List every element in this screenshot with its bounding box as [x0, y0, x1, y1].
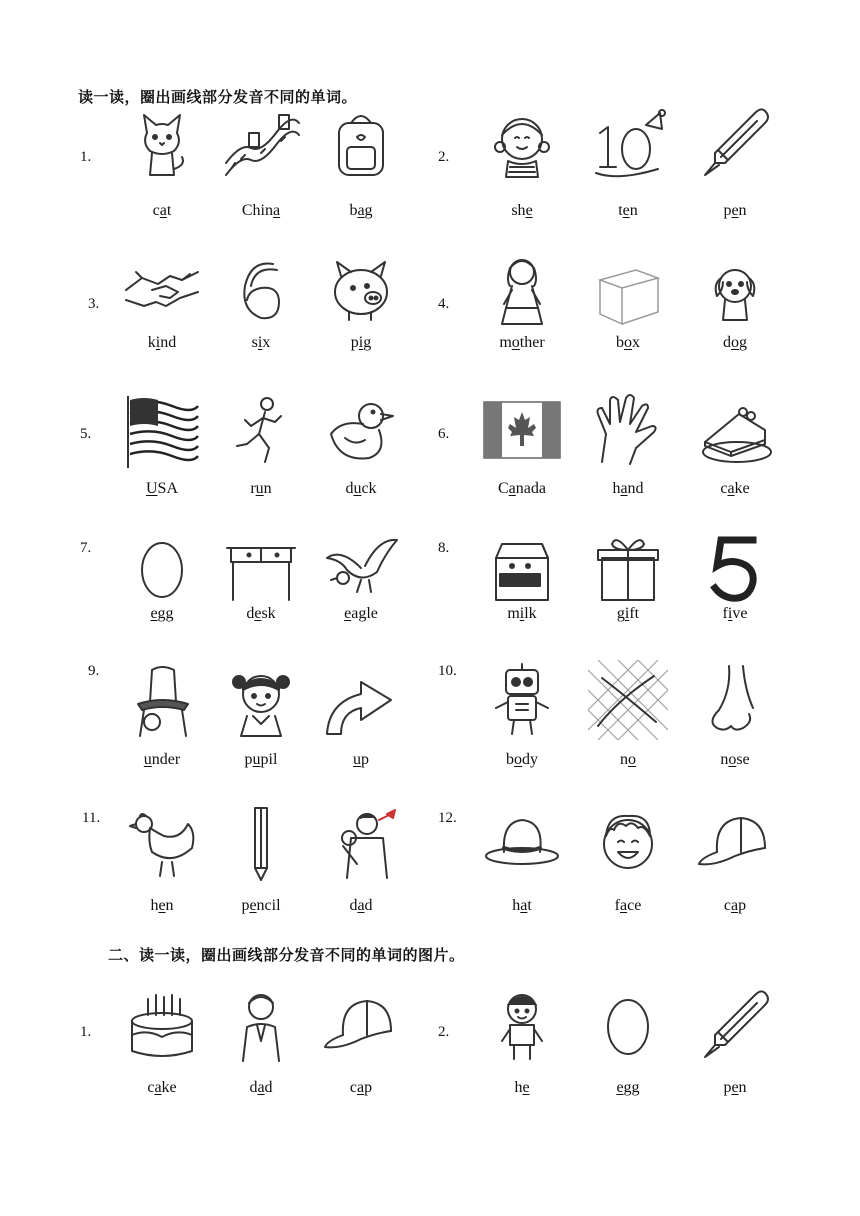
underlined-letters: o	[511, 334, 520, 351]
word-suffix: SA	[157, 480, 178, 497]
word-suffix: lk	[524, 605, 537, 622]
underlined-letters: u	[143, 751, 152, 768]
word-label[interactable]	[675, 1079, 795, 1097]
mother-icon[interactable]	[482, 250, 562, 330]
word-prefix: Chin	[241, 202, 273, 219]
crossed-arms-icon[interactable]	[588, 660, 668, 740]
boy-icon[interactable]	[482, 985, 562, 1065]
word-label[interactable]	[301, 334, 421, 352]
underlined-letters: a	[731, 897, 739, 914]
underlined-letters: e	[344, 605, 352, 622]
word-suffix: ck	[361, 480, 377, 497]
underlined-letters: e	[731, 1079, 739, 1096]
word-prefix: m	[507, 605, 520, 622]
runner-icon[interactable]	[221, 390, 301, 470]
word-suffix: nd	[160, 334, 177, 351]
word-prefix: b	[616, 334, 624, 351]
word-suffix: dy	[522, 751, 538, 768]
word-suffix: n	[738, 1079, 747, 1096]
word-label[interactable]	[568, 334, 688, 352]
word-prefix: sh	[511, 202, 526, 219]
word-prefix: c	[147, 1079, 155, 1096]
word-label[interactable]	[462, 334, 582, 352]
word-suffix: ke	[161, 1079, 177, 1096]
cap-icon[interactable]	[321, 985, 401, 1065]
word-suffix: n	[629, 202, 638, 219]
usa-flag-icon[interactable]	[122, 390, 202, 470]
word-label[interactable]	[301, 751, 421, 769]
word-prefix: h	[512, 897, 521, 914]
word-label[interactable]	[301, 605, 421, 623]
word-suffix: nd	[627, 480, 644, 497]
word-prefix: c	[723, 897, 731, 914]
word-suffix: ke	[734, 480, 750, 497]
word-suffix: ncil	[256, 897, 281, 914]
word-suffix: se	[736, 751, 750, 768]
word-suffix: n	[165, 897, 174, 914]
underlined-letters: a	[154, 1079, 162, 1096]
heading-section-2: 二、读一读，圈出画线部分发音不同的单词的图片。	[108, 946, 465, 964]
word-suffix: n	[263, 480, 272, 497]
word-prefix: p	[350, 334, 359, 351]
word-label[interactable]	[675, 480, 795, 498]
item-number: 11.	[82, 810, 101, 826]
word-prefix: d	[249, 1079, 258, 1096]
underlined-letters: a	[273, 202, 281, 219]
handshake-icon[interactable]	[122, 250, 202, 330]
item-number: 12.	[438, 810, 457, 826]
great-wall-icon[interactable]	[221, 103, 301, 183]
word-suffix: nada	[515, 480, 546, 497]
underlined-letters: a	[257, 1079, 265, 1096]
number-five-icon[interactable]	[695, 528, 775, 608]
word-suffix: x	[262, 334, 271, 351]
hand-icon[interactable]	[588, 390, 668, 470]
word-suffix: ther	[519, 334, 545, 351]
word-label[interactable]	[675, 334, 795, 352]
word-prefix: r	[250, 480, 256, 497]
word-label[interactable]	[568, 751, 688, 769]
underlined-letters: e	[150, 605, 158, 622]
underlined-letters: e	[158, 897, 166, 914]
item-number: 2.	[438, 149, 450, 165]
word-label[interactable]	[301, 897, 421, 915]
word-suffix: d	[264, 1079, 273, 1096]
man-icon[interactable]	[221, 985, 301, 1065]
face-icon[interactable]	[588, 802, 668, 882]
underlined-letters: a	[357, 897, 365, 914]
word-label[interactable]	[568, 605, 688, 623]
word-prefix: C	[498, 480, 509, 497]
cake-slice-icon[interactable]	[695, 390, 775, 470]
word-prefix: p	[244, 751, 253, 768]
word-prefix: p	[723, 202, 732, 219]
underlined-letters: o	[514, 751, 522, 768]
item-number: 1.	[80, 149, 92, 165]
underlined-letters: u	[252, 751, 261, 768]
word-suffix: t	[527, 897, 532, 914]
word-label[interactable]	[462, 1079, 582, 1097]
word-label[interactable]	[301, 480, 421, 498]
word-suffix: d	[364, 897, 373, 914]
gift-icon[interactable]	[588, 528, 668, 608]
word-suffix: sk	[261, 605, 276, 622]
word-prefix: g	[616, 605, 625, 622]
underlined-letters: o	[728, 751, 737, 768]
milk-icon[interactable]	[482, 528, 562, 608]
underlined-letters: e	[622, 202, 630, 219]
underlined-letters: e	[249, 897, 257, 914]
word-suffix: p	[738, 897, 747, 914]
pen-icon[interactable]	[695, 985, 775, 1065]
pen-icon[interactable]	[695, 103, 775, 183]
underlined-letters: a	[357, 202, 365, 219]
word-label[interactable]	[675, 202, 795, 220]
underlined-letters: a	[357, 1079, 365, 1096]
word-label[interactable]	[675, 605, 795, 623]
underlined-letters: a	[159, 202, 167, 219]
underlined-letters: i	[727, 605, 733, 622]
pupil-icon[interactable]	[221, 660, 301, 740]
word-prefix: t	[618, 202, 623, 219]
word-suffix: t	[166, 202, 172, 219]
word-prefix: h	[150, 897, 159, 914]
item-number: 8.	[438, 540, 450, 556]
girl-icon[interactable]	[482, 103, 562, 183]
eagle-icon[interactable]	[321, 528, 401, 608]
egg-icon[interactable]	[122, 528, 202, 608]
word-label[interactable]	[675, 897, 795, 915]
item-number: 10.	[438, 663, 457, 679]
box-icon[interactable]	[588, 250, 668, 330]
word-prefix: c	[152, 202, 160, 219]
word-prefix: h	[514, 1079, 523, 1096]
word-label[interactable]	[462, 605, 582, 623]
underlined-letters: o	[731, 334, 739, 351]
word-prefix: m	[499, 334, 512, 351]
nose-icon[interactable]	[695, 660, 775, 740]
word-prefix: h	[612, 480, 621, 497]
word-label[interactable]	[568, 897, 688, 915]
underlined-letters: i	[257, 334, 263, 351]
word-prefix: p	[723, 1079, 732, 1096]
underlined-letters: e	[525, 202, 533, 219]
cat-icon[interactable]	[122, 103, 202, 183]
dog-icon[interactable]	[695, 250, 775, 330]
item-number: 9.	[88, 663, 100, 679]
word-suffix: ft	[629, 605, 640, 622]
underlined-letters: a	[727, 480, 735, 497]
pig-icon[interactable]	[321, 250, 401, 330]
underlined-letters: u	[255, 480, 264, 497]
word-prefix: c	[349, 1079, 357, 1096]
word-prefix: b	[349, 202, 358, 219]
word-prefix: d	[345, 480, 354, 497]
word-label[interactable]	[675, 751, 795, 769]
underlined-letters: e	[254, 605, 262, 622]
birthday-cake-icon[interactable]	[122, 985, 202, 1065]
word-suffix: n	[738, 202, 747, 219]
word-suffix: g	[739, 334, 747, 351]
up-arrow-icon[interactable]	[321, 660, 401, 740]
word-suffix: pil	[260, 751, 278, 768]
underlined-letters: i	[358, 334, 364, 351]
underlined-letters: e	[616, 1079, 624, 1096]
underlined-letters: u	[353, 480, 362, 497]
word-label[interactable]	[301, 202, 421, 220]
underlined-letters: i	[155, 334, 161, 351]
robot-icon[interactable]	[482, 660, 562, 740]
word-prefix: d	[723, 334, 731, 351]
word-suffix: ve	[732, 605, 748, 622]
underlined-letters: e	[731, 202, 739, 219]
item-number: 7.	[80, 540, 92, 556]
item-number: 6.	[438, 426, 450, 442]
word-label[interactable]	[462, 202, 582, 220]
pencil-icon[interactable]	[221, 802, 301, 882]
word-prefix: f	[614, 897, 620, 914]
underlined-letters: i	[519, 605, 525, 622]
underlined-letters: e	[522, 1079, 530, 1096]
word-suffix: ce	[627, 897, 642, 914]
word-label[interactable]	[462, 480, 582, 498]
word-suffix: g	[364, 202, 373, 219]
under-chair-icon[interactable]	[122, 660, 202, 740]
egg-icon[interactable]	[588, 985, 668, 1065]
word-suffix: nder	[151, 751, 181, 768]
underlined-letters: o	[624, 334, 632, 351]
underlined-letters: a	[620, 480, 628, 497]
word-suffix: g	[363, 334, 372, 351]
word-prefix: n	[620, 751, 628, 768]
word-prefix: k	[147, 334, 156, 351]
word-label[interactable]	[301, 1079, 421, 1097]
word-prefix: s	[251, 334, 258, 351]
canada-flag-icon[interactable]	[482, 390, 562, 470]
cap-icon[interactable]	[695, 802, 775, 882]
hat-icon[interactable]	[482, 802, 562, 882]
word-prefix: d	[349, 897, 358, 914]
word-label[interactable]	[568, 1079, 688, 1097]
word-suffix: gg	[157, 605, 174, 622]
word-suffix: gg	[623, 1079, 640, 1096]
number-six-icon[interactable]	[221, 250, 301, 330]
desk-icon[interactable]	[221, 528, 301, 608]
item-number: 3.	[88, 296, 100, 312]
word-prefix: p	[241, 897, 250, 914]
underlined-letters: i	[624, 605, 630, 622]
word-prefix: c	[720, 480, 728, 497]
word-suffix: p	[364, 1079, 373, 1096]
underlined-letters: a	[520, 897, 528, 914]
dad-child-icon[interactable]	[321, 802, 401, 882]
item-number: 5.	[80, 426, 92, 442]
underlined-letters: a	[620, 897, 628, 914]
underlined-letters: U	[145, 480, 158, 497]
word-prefix: b	[506, 751, 514, 768]
word-prefix: n	[720, 751, 729, 768]
word-label[interactable]	[568, 480, 688, 498]
hen-icon[interactable]	[122, 802, 202, 882]
item-number: 2.	[438, 1024, 450, 1040]
word-label[interactable]	[568, 202, 688, 220]
item-number: 1.	[80, 1024, 92, 1040]
word-label[interactable]	[462, 897, 582, 915]
duck-icon[interactable]	[321, 390, 401, 470]
underlined-letters: o	[628, 751, 636, 768]
word-suffix: x	[632, 334, 640, 351]
heading-section-1: 读一读，圈出画线部分发音不同的单词。	[78, 88, 358, 106]
bag-icon[interactable]	[321, 103, 401, 183]
word-suffix: agle	[351, 605, 378, 622]
word-label[interactable]	[462, 751, 582, 769]
underlined-letters: u	[353, 751, 361, 768]
word-suffix: p	[361, 751, 369, 768]
word-prefix: d	[246, 605, 255, 622]
word-prefix: f	[722, 605, 728, 622]
item-number: 4.	[438, 296, 450, 312]
number-ten-icon[interactable]	[588, 103, 668, 183]
underlined-letters: a	[508, 480, 516, 497]
